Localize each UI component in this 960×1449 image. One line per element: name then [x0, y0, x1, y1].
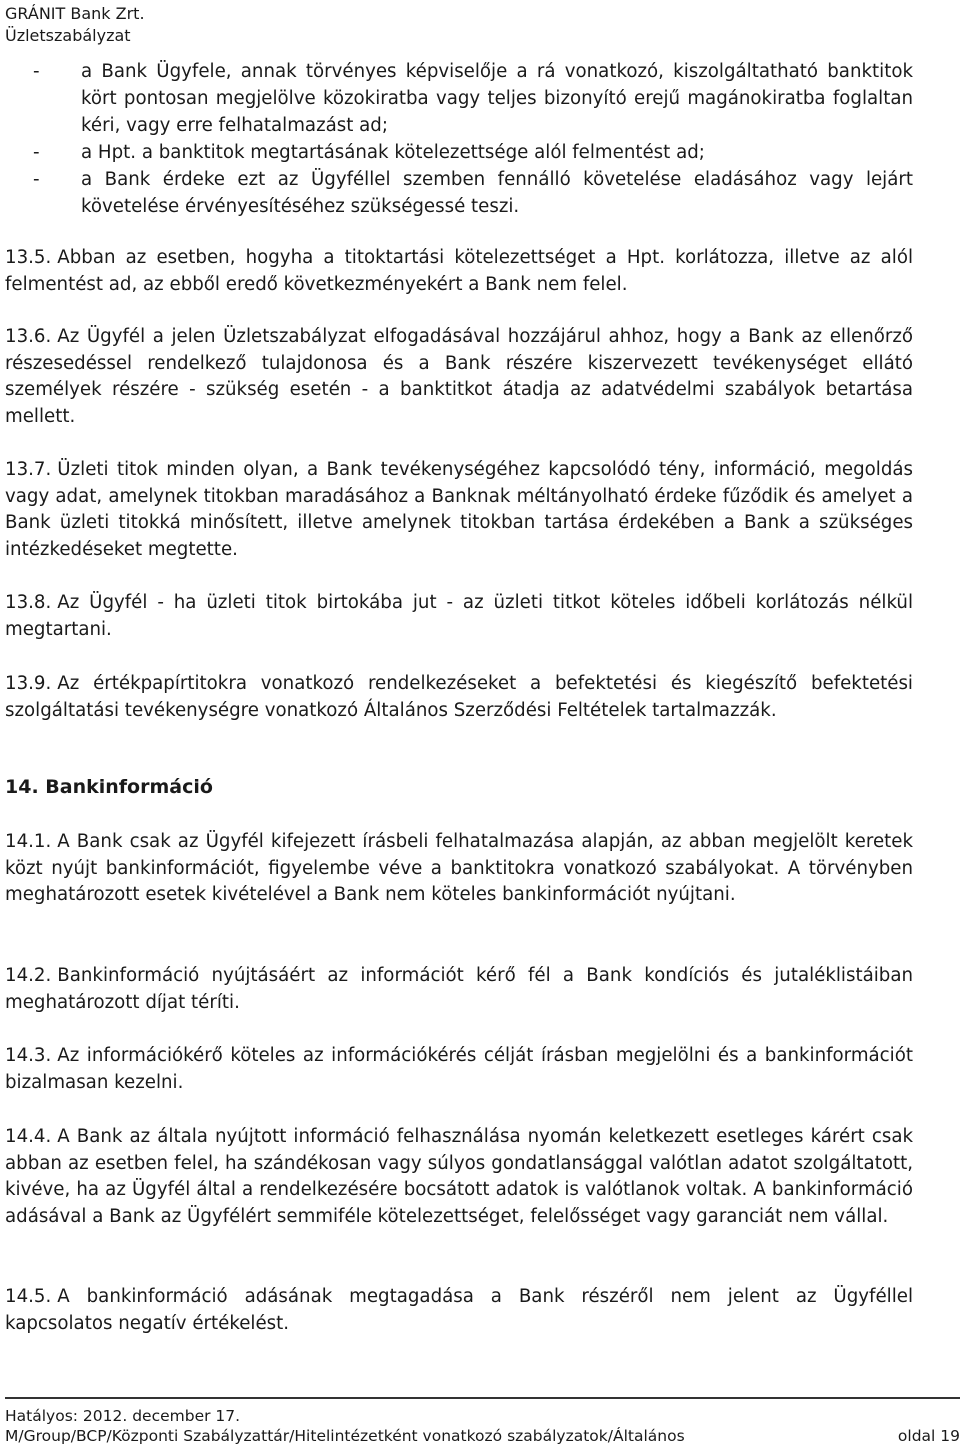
paragraph-13-8 — [5, 590, 913, 643]
bullet-text: a Bank érdeke ezt az Ügyféllel szemben fennálló követelése eladásához vagy lejárt követelése érvényesítéséhez szükségessé teszi. — [81, 169, 913, 217]
paragraph-text: A bankinformáció adásának megtagadása a Bank részéről nem jelent az Ügyféllel kapcsolatos negatív értékelést. — [5, 1286, 913, 1334]
bullet-dash: - — [33, 169, 40, 190]
footer-divider — [5, 1397, 960, 1399]
paragraph-14-5 — [5, 1284, 913, 1337]
effective-date: Hatályos: 2012. december 17. — [5, 1407, 241, 1425]
paragraph-number: 13.8. — [5, 592, 52, 613]
paragraph-13-6 — [5, 324, 913, 430]
paragraph-14-2 — [5, 963, 913, 1016]
page-header — [5, 3, 145, 47]
paragraph-text: Az Ügyfél a jelen Üzletszabályzat elfogadásával hozzájárul ahhoz, hogy a Bank az ellenőrző részesedéssel rendelkező tulajdonosa és a Bank részére kiszervezett tevékenységet ellátó személyek részére - szükség esetén - a banktitkot átadja az adatvédelmi szabályok betartása mellett. — [5, 326, 913, 427]
document-name: Üzletszabályzat — [5, 26, 131, 45]
list-item — [5, 166, 913, 220]
bullet-dash: - — [33, 142, 40, 163]
bullet-dash: - — [33, 61, 40, 82]
paragraph-number: 14.1. — [5, 831, 52, 852]
paragraph-text: Az információkérő köteles az információkérés célját írásban megjelölni és a bankinformációt bizalmasan kezelni. — [5, 1045, 913, 1093]
paragraph-14-4 — [5, 1124, 913, 1230]
paragraph-text: A Bank csak az Ügyfél kifejezett írásbeli felhatalmazása alapján, az abban megjelölt keretek közt nyújt bankinformációt, figyelembe véve a banktitokra vonatkozó szabályokat. A törvényben meghatározott esetek kivételével a Bank nem köteles bankinformációt nyújtani. — [5, 831, 913, 905]
section-heading: 14. Bankinformáció — [5, 776, 213, 798]
paragraph-14-3 — [5, 1043, 913, 1096]
bullet-text: a Hpt. a banktitok megtartásának kötelezettsége alól felmentést ad; — [81, 142, 705, 163]
paragraph-number: 13.5. — [5, 247, 52, 268]
page-footer — [5, 1406, 960, 1446]
list-item — [5, 58, 913, 139]
company-name: GRÁNIT Bank Zrt. — [5, 4, 145, 23]
paragraph-13-7 — [5, 457, 913, 563]
bullet-list — [5, 58, 913, 220]
paragraph-text: Az értékpapírtitokra vonatkozó rendelkezéseket a befektetési és kiegészítő befektetési szolgáltatási tevékenységre vonatkozó Általános Szerződési Feltételek tartalmazzák. — [5, 673, 913, 721]
paragraph-number: 14.2. — [5, 965, 52, 986]
paragraph-number: 13.9. — [5, 673, 52, 694]
paragraph-text: Bankinformáció nyújtásáért az információt kérő fél a Bank kondíciós és jutaléklistáiban meghatározott díjat téríti. — [5, 965, 913, 1013]
paragraph-number: 14.3. — [5, 1045, 52, 1066]
page-number: oldal 19 — [897, 1427, 960, 1445]
document-path: M/Group/BCP/Központi Szabályzattár/Hitelintézetként vonatkozó szabályzatok/Általános — [5, 1427, 685, 1445]
paragraph-13-9 — [5, 671, 913, 724]
paragraph-number: 13.7. — [5, 459, 52, 480]
paragraph-number: 13.6. — [5, 326, 52, 347]
paragraph-text: A Bank az általa nyújtott információ felhasználása nyomán keletkezett esetleges kárért csak abban az esetben felel, ha szándékosan vagy súlyos gondatlansággal valótlan adatot szolgáltatott, kivéve, ha az Ügyfél által a rendelkezésére bocsátott adatok is valótlanok voltak. A bankinformáció adásával a Bank az Ügyfélért semmiféle kötelezettséget, felelősséget vagy garanciát nem vállal. — [5, 1126, 913, 1227]
bullet-text: a Bank Ügyfele, annak törvényes képviselője a rá vonatkozó, kiszolgáltatható banktitok kört pontosan megjelölve közokiratba vagy teljes bizonyító erejű magánokiratba foglaltan kéri, vagy erre felhatalmazást ad; — [81, 61, 913, 136]
paragraph-number: 14.5. — [5, 1286, 52, 1307]
list-item — [5, 139, 913, 166]
paragraph-number: 14.4. — [5, 1126, 52, 1147]
paragraph-text: Abban az esetben, hogyha a titoktartási kötelezettséget a Hpt. korlátozza, illetve az alól felmentést ad, az ebből eredő következményekért a Bank nem felel. — [5, 247, 913, 295]
paragraph-13-5 — [5, 245, 913, 298]
paragraph-text: Üzleti titok minden olyan, a Bank tevékenységéhez kapcsolódó tény, információ, megoldás vagy adat, amelynek titokban maradásához a Banknak méltányolható érdeke fűződik és amelyet a Bank üzleti titokká minősített, illetve amelynek titokban tartása érdekében a Bank a szükséges intézkedéseket megtette. — [5, 459, 913, 560]
paragraph-14-1 — [5, 829, 913, 909]
paragraph-text: Az Ügyfél - ha üzleti titok birtokába jut - az üzleti titkot köteles időbeli korlátozás nélkül megtartani. — [5, 592, 913, 640]
